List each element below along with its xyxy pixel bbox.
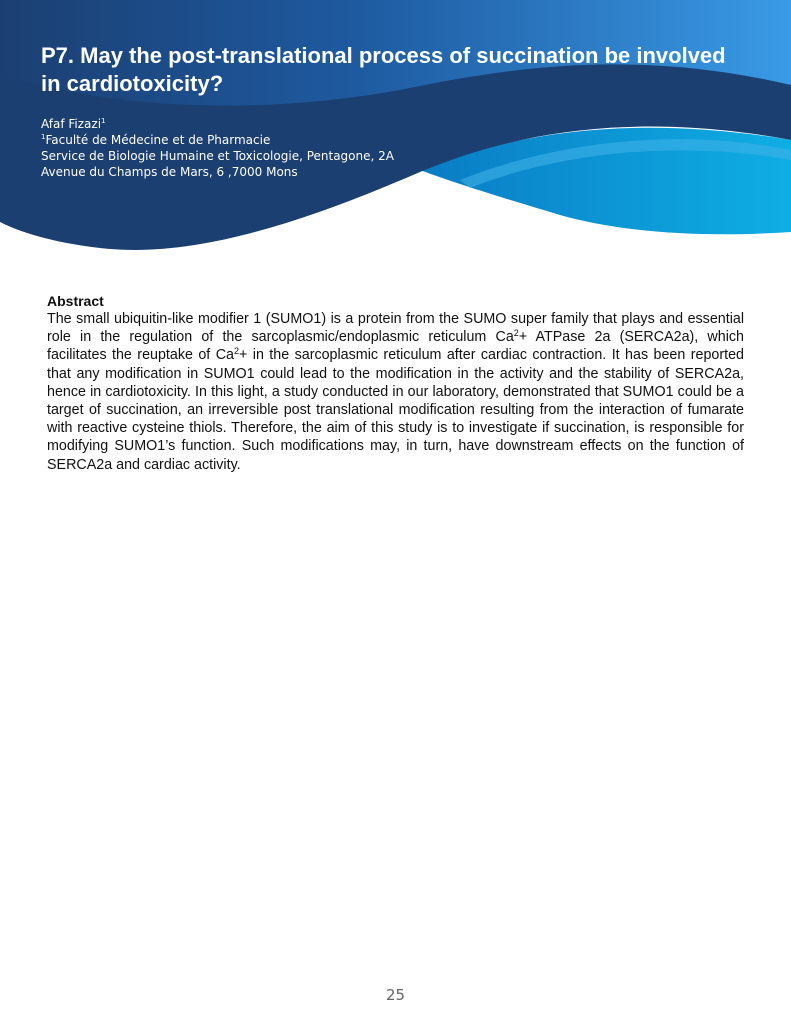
- page-title: P7. May the post-translational process of succination be involved in cardiotoxicity?: [41, 43, 726, 96]
- author-name: Afaf Fizazi: [41, 117, 102, 131]
- affiliation-line-2: Service de Biologie Humaine et Toxicologie, Pentagone, 2A: [41, 149, 394, 163]
- abstract-text-3: + in the sarcoplasmic reticulum after cardiac contraction. It has been reported that any modification in SUMO1 could lead to the modification in the activity and the stability of SERCA2a, hence in cardiotoxicity. In this light, a study conducted in our laboratory, demonstrated that SUMO1 could be a target of succination, an irreversible post translational modification resulting from the interaction of fumarate with reactive cysteine thiols. Therefore, the aim of this study is to investigate if succination, is responsible for modifying SUMO1’s function. Such modifications may, in turn, have downstream effects on the function of SERCA2a and cardiac activity.: [47, 347, 744, 473]
- superscript-2: 2: [233, 346, 239, 357]
- superscript-1: 2: [513, 328, 519, 339]
- abstract-heading: Abstract: [47, 293, 104, 309]
- abstract-body: [47, 310, 744, 474]
- header-banner: [0, 0, 791, 260]
- affiliation-superscript: 1: [41, 133, 46, 141]
- affiliation-text-1: Faculté de Médecine et de Pharmacie: [45, 133, 271, 147]
- author-superscript: 1: [101, 117, 106, 125]
- author-line: [41, 116, 394, 132]
- abstract-text-2: + ATPase 2a (SERCA2a), which facilitates the reuptake of Ca: [47, 329, 744, 364]
- abstract-section: [47, 292, 744, 474]
- abstract-text-1: The small ubiquitin-like modifier 1 (SUMO1) is a protein from the SUMO super family that plays and essential role in the regulation of the sarcoplasmic/endoplasmic reticulum Ca: [47, 311, 744, 346]
- affiliation-line-1: [41, 132, 394, 148]
- affiliation-line-3: Avenue du Champs de Mars, 6 ,7000 Mons: [41, 165, 298, 179]
- page-number: 25: [385, 986, 406, 1004]
- author-block: [41, 116, 394, 180]
